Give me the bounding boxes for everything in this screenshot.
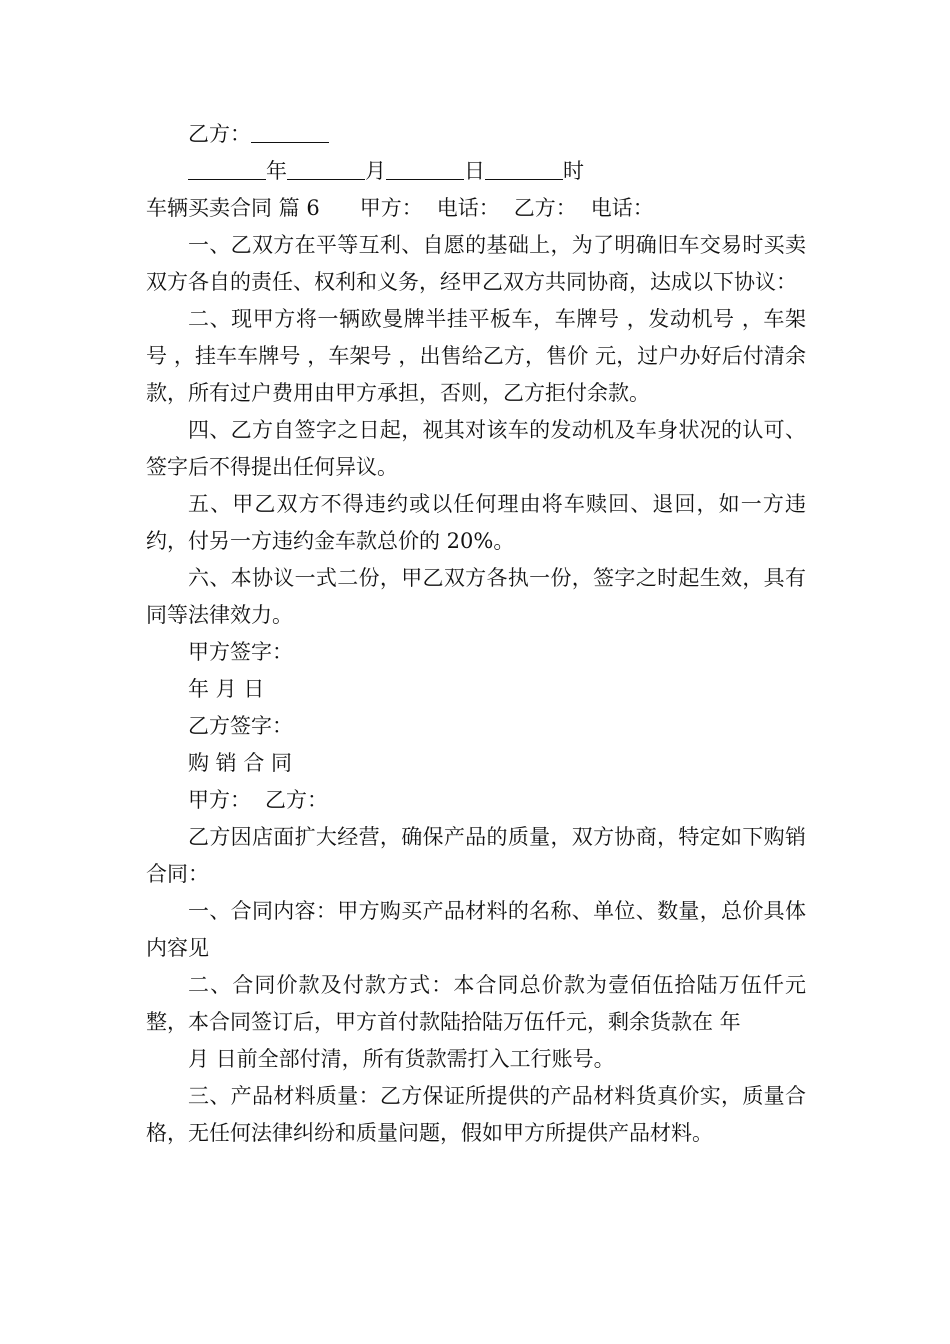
- month-blank: [287, 159, 365, 180]
- party-b-blank: [251, 122, 329, 143]
- date-year: 年: [266, 159, 287, 183]
- document-body: [146, 116, 806, 1152]
- contract6-party-a: 甲方：: [359, 196, 423, 220]
- sign-b-line: 乙方签字：: [188, 714, 293, 738]
- year-blank: [188, 159, 266, 180]
- date-day: 日: [464, 159, 485, 183]
- contract6-paragraph: 五、甲乙双方不得违约或以任何理由将车赎回、退回，如一方违约，付另一方违约金车款总价的 20%。: [146, 492, 806, 553]
- contract6-paragraph: 一、乙双方在平等互利、自愿的基础上，为了明确旧车交易时买卖双方各自的责任、权利和义务，经甲乙双方共同协商，达成以下协议：: [146, 233, 806, 294]
- purchase-continuation: 月 日前全部付清，所有货款需打入工行账号。: [188, 1047, 615, 1071]
- hour-blank: [485, 159, 563, 180]
- purchase-paragraph: 二、合同价款及付款方式：本合同总价款为壹佰伍拾陆万伍仟元整，本合同签订后，甲方首付款陆拾陆万伍仟元，剩余货款在 年: [146, 973, 806, 1034]
- contract6-phone-1: 电话：: [436, 196, 500, 220]
- date-month: 月: [365, 159, 386, 183]
- sign-a-line: 甲方签字：: [188, 640, 293, 664]
- contract6-paragraph: 四、乙方自签字之日起，视其对该车的发动机及车身状况的认可、签字后不得提出任何异议。: [146, 418, 806, 479]
- day-blank: [386, 159, 464, 180]
- purchase-party-b: 乙方：: [265, 788, 328, 812]
- contract6-paragraph: 二、现甲方将一辆欧曼牌半挂平板车，车牌号 ，发动机号 ，车架号 ，挂车车牌号 ，车架号 ，出售给乙方，售价 元，过户办好后付清余款，所有过户费用由甲方承担，否则，乙方拒付余款。: [146, 307, 806, 405]
- contract6-title: 车辆买卖合同 篇 6: [146, 196, 320, 220]
- date-hour: 时: [563, 159, 584, 183]
- party-b-line: [146, 116, 806, 153]
- purchase-quality-paragraph: 三、产品材料质量：乙方保证所提供的产品材料货真价实，质量合格，无任何法律纠纷和质量问题，假如甲方所提供产品材料。: [146, 1084, 806, 1145]
- purchase-parties-line: [146, 782, 806, 819]
- purchase-party-a: 甲方：: [188, 788, 251, 812]
- contract6-phone-2: 电话：: [590, 196, 654, 220]
- purchase-paragraph: 乙方因店面扩大经营，确保产品的质量，双方协商，特定如下购销合同：: [146, 825, 806, 886]
- purchase-title: 购 销 合 同: [188, 751, 293, 775]
- purchase-paragraph: 一、合同内容：甲方购买产品材料的名称、单位、数量，总价具体内容见: [146, 899, 806, 960]
- contract6-paragraph: 六、本协议一式二份，甲乙双方各执一份，签字之时起生效，具有同等法律效力。: [146, 566, 806, 627]
- date-line: [146, 153, 806, 190]
- party-b-label: 乙方：: [188, 122, 251, 146]
- contract6-party-b: 乙方：: [513, 196, 577, 220]
- sign-date-line: 年 月 日: [188, 677, 265, 701]
- contract6-title-line: [146, 190, 806, 227]
